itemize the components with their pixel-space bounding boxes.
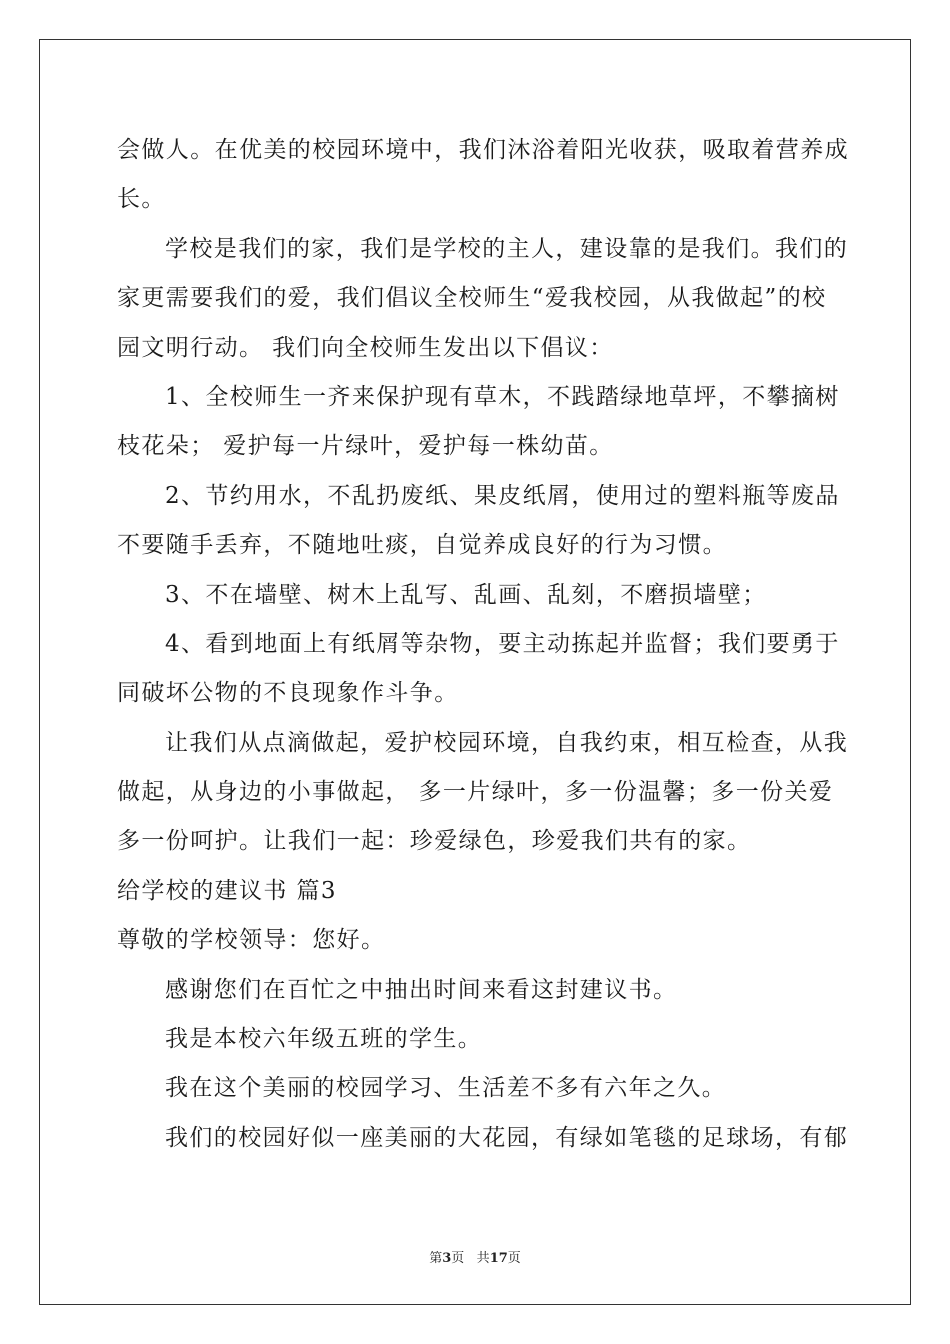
footer-page-suffix: 页 xyxy=(451,1251,465,1266)
text-line-12: 同破坏公物的不良现象作斗争。 xyxy=(117,680,459,707)
footer-total-prefix: 共 xyxy=(476,1251,490,1266)
footer-total-pages: 17 xyxy=(489,1251,508,1266)
section-heading: 给学校的建议书 篇3 xyxy=(117,877,337,904)
text-line-2: 长。 xyxy=(117,186,166,213)
text-line-7: 枝花朵； 爱护每一片绿叶，爱护每一株幼苗。 xyxy=(117,433,614,460)
text-line-1: 会做人。在优美的校园环境中，我们沐浴着阳光收获，吸取着营养成 xyxy=(117,137,849,163)
text-line-8: 2、节约用水，不乱扔废纸、果皮纸屑，使用过的塑料瓶等废品 xyxy=(165,482,840,509)
document-body xyxy=(117,126,849,1163)
text-line-6: 1、全校师生一齐来保护现有草木，不践踏绿地草坪，不攀摘树 xyxy=(165,383,840,410)
text-line-9: 不要随手丢弃，不随地吐痰，自觉养成良好的行为习惯。 xyxy=(117,532,727,559)
text-line-14: 做起，从身边的小事做起， 多一片绿叶，多一份温馨；多一份关爱 xyxy=(117,779,834,806)
footer-total-suffix: 页 xyxy=(507,1251,521,1266)
footer-page-prefix: 第 xyxy=(429,1251,443,1266)
text-line-3: 学校是我们的家，我们是学校的主人，建设靠的是我们。我们的 xyxy=(165,235,849,262)
text-line-13: 让我们从点滴做起，爱护校园环境，自我约束，相互检查，从我 xyxy=(165,729,849,756)
page-footer xyxy=(0,1247,950,1266)
text-line-10: 3、不在墙壁、树木上乱写、乱画、乱刻，不磨损墙壁； xyxy=(165,581,767,608)
text-line-11: 4、看到地面上有纸屑等杂物，要主动拣起并监督；我们要勇于 xyxy=(165,630,840,657)
salutation: 尊敬的学校领导：您好。 xyxy=(117,927,386,954)
text-line-20: 我在这个美丽的校园学习、生活差不多有六年之久。 xyxy=(165,1075,727,1102)
text-line-15: 多一份呵护。让我们一起：珍爱绿色，珍爱我们共有的家。 xyxy=(117,828,752,855)
footer-page-number: 3 xyxy=(442,1251,452,1266)
text-line-19: 我是本校六年级五班的学生。 xyxy=(165,1026,483,1053)
text-line-18: 感谢您们在百忙之中抽出时间来看这封建议书。 xyxy=(165,976,678,1003)
text-line-4: 家更需要我们的爱，我们倡议全校师生“爱我校园，从我做起”的校 xyxy=(117,285,827,312)
text-line-5: 园文明行动。 我们向全校师生发出以下倡议： xyxy=(117,334,614,361)
text-line-21: 我们的校园好似一座美丽的大花园，有绿如笔毯的足球场，有郁 xyxy=(165,1124,849,1151)
